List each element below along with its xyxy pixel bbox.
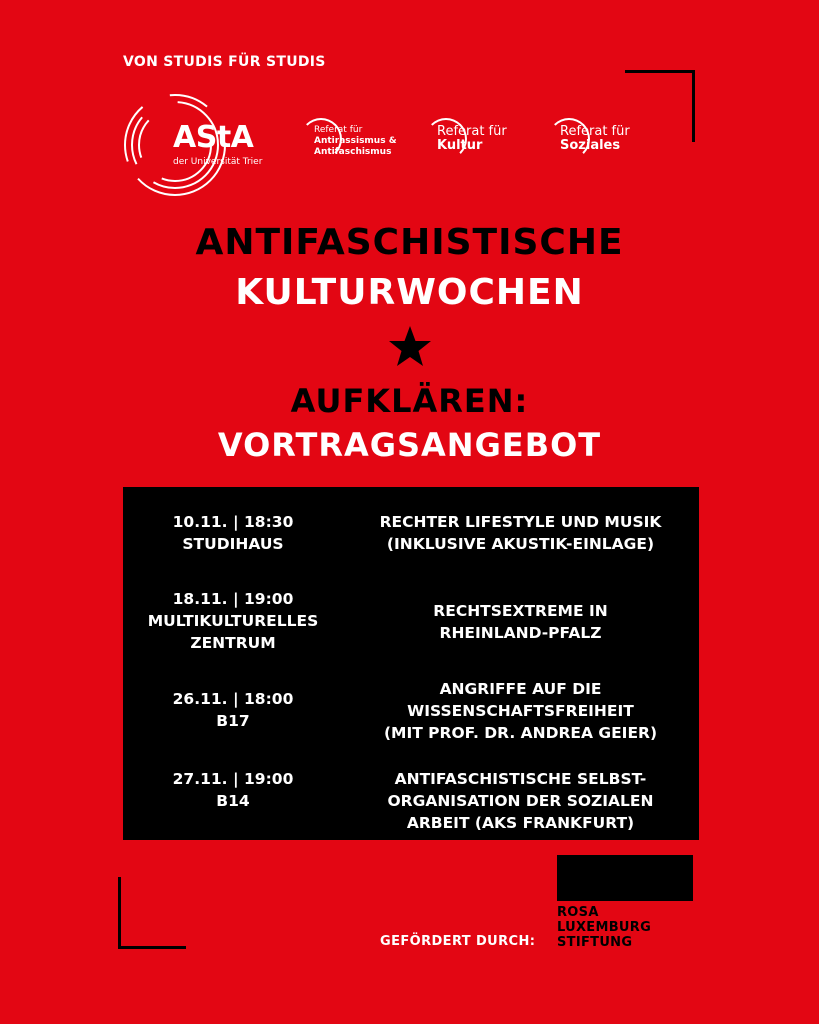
referat-antirassismus-logo [300,118,397,160]
event-title: RECHTSEXTREME IN [433,602,608,620]
event-title: RECHTER LIFESTYLE UND MUSIK [379,513,662,531]
event-location: B14 [216,792,250,810]
event-title: ANGRIFFE AUF DIE [439,680,602,698]
rls-line-1: ROSA [557,905,599,920]
event-title: WISSENSCHAFTSFREIHEIT [407,702,634,720]
referat-kultur-logo [425,118,507,160]
event-location: B17 [216,712,250,730]
ref3-line1: Referat für [560,124,630,139]
ref1-line2: Antirassismus & [314,135,397,146]
event-date-time: 10.11. | 18:30 [172,513,294,531]
music-note-icon [425,118,467,160]
asta-name: AStA [173,120,254,155]
ref3-line2: Soziales [560,138,621,153]
rls-logo-block [557,855,693,901]
event-title: (MIT PROF. DR. ANDREA GEIER) [383,724,658,742]
referat-soziales-logo [548,118,630,160]
ref1-line3: Antifaschismus [314,146,392,157]
corner-bracket-bottom-left [118,877,186,949]
event-title: (INKLUSIVE AKUSTIK-EINLAGE) [386,535,655,553]
subtitle-line-1: AUFKLÄREN: [290,382,529,420]
ear-icon [548,118,590,160]
title-line-1: ANTIFASCHISTISCHE [195,222,624,263]
event-title: ANTIFASCHISTISCHE SELBST- [394,770,647,788]
event-title: ORGANISATION DER SOZIALEN [387,792,654,810]
event-location: MULTIKULTURELLES [147,612,319,630]
rls-line-3: STIFTUNG [557,935,633,950]
subtitle-line-2: VORTRAGSANGEBOT [217,426,602,464]
event-location: STUDIHAUS [182,535,284,553]
ref2-line2: Kultur [437,138,483,153]
event-title: RHEINLAND-PFALZ [439,624,602,642]
sponsor-label: GEFÖRDERT DURCH: [380,934,536,949]
event-title: ARBEIT (AKS FRANKFURT) [406,814,635,832]
event-location: ZENTRUM [190,634,276,652]
title-line-2: KULTURWOCHEN [235,272,584,313]
event-date-time: 27.11. | 19:00 [172,770,294,788]
ref2-line1: Referat für [437,124,507,139]
ref1-line1: Referat für [314,124,363,135]
rls-line-2: LUXEMBURG [557,920,652,935]
star-icon [388,325,432,367]
event-date-time: 18.11. | 19:00 [172,590,294,608]
referat-circle-icon [300,118,342,160]
corner-bracket-top-right [625,70,695,142]
rls-logo-text [557,905,651,950]
asta-subtitle: der Universität Trier [173,157,263,167]
event-date-time: 26.11. | 18:00 [172,690,294,708]
event-schedule [123,487,699,840]
tagline: VON STUDIS FÜR STUDIS [123,54,326,70]
